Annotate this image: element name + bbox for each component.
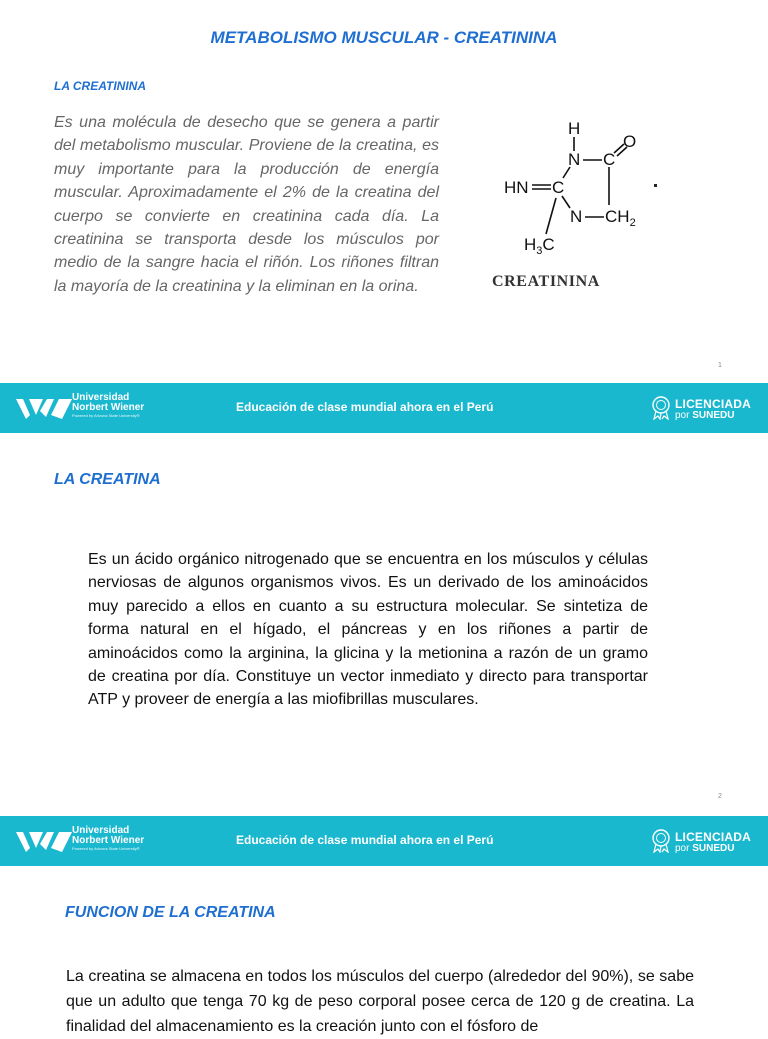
creatinine-structure-image <box>492 110 672 295</box>
license-text: LICENCIADA por SUNEDU <box>675 397 751 421</box>
footer-banner <box>0 383 768 433</box>
license-seal-icon <box>651 829 671 853</box>
atom-c1: C <box>603 150 616 169</box>
atom-hn: HN <box>504 178 529 197</box>
creatinina-description: Es una molécula de desecho que se genera a partir del metabolismo muscular. Proviene de la creatina, es muy importante para la producción de energía muscular. Aproximadamente el 2% de la creatina del cuerpo se convierte en creatinina cada día. La creatinina se transporta desde los músculos por medio de la sangre hacia el riñón. Los riñones filtran la mayoría de la creatinina y la eliminan en la orina. <box>54 114 439 295</box>
page-number: 2 <box>718 793 722 800</box>
university-logo-icon <box>16 828 72 854</box>
atom-h: H <box>568 119 581 138</box>
atom-n1: N <box>568 150 581 169</box>
molecule-caption: CREATININA <box>492 273 600 290</box>
slide-3 <box>0 866 768 1035</box>
slide-2 <box>0 433 768 816</box>
atom-c2: C <box>552 178 565 197</box>
atom-o: O <box>623 132 637 151</box>
atom-h3c: $H_3C$ <box>524 235 555 257</box>
funcion-description: La creatina se almacena en todos los músculos del cuerpo (alrededor del 90%), se sabe que un adulto que tenga 70 kg de peso corporal posee cerca de 120 g de creatina. La finalidad del almacenamiento es la creación junto con el fósforo de <box>66 968 694 1035</box>
university-logo-icon <box>16 395 72 421</box>
university-name: Universidad Norbert Wiener Powered by Arizona State University® <box>72 392 145 418</box>
banner-slogan: Educación de clase mundial ahora en el Perú <box>236 400 494 414</box>
atom-n2: N <box>570 207 583 226</box>
slide-title: FUNCION DE LA CREATINA <box>65 904 276 921</box>
license-text: LICENCIADA por SUNEDU <box>675 830 751 854</box>
stray-dot <box>654 184 657 187</box>
page-number: 1 <box>718 362 722 369</box>
creatina-description: Es un ácido orgánico nitrogenado que se encuentra en los músculos y células nerviosas de algunos organismos vivos. Es un derivado de los aminoácidos muy parecido a ellos en cuanto a su estructura molecular. Se sintetiza de forma natural en el hígado, el páncreas y en los riñones a partir de aminoácidos como la arginina, la glicina y la metionina a razón de un gramo de creatina por día. Constituye un vector inmediato y directo para transportar ATP y proveer de energía a las miofibrillas musculares. <box>88 551 648 709</box>
footer-banner <box>0 816 768 866</box>
section-subtitle: LA CREATININA <box>54 79 146 93</box>
slide-title: LA CREATINA <box>54 471 161 488</box>
slide-1 <box>0 0 768 383</box>
university-name: Universidad Norbert Wiener Powered by Arizona State University® <box>72 825 145 851</box>
atom-ch2: $CH_2$ <box>605 207 636 229</box>
license-seal-icon <box>651 396 671 420</box>
banner-slogan: Educación de clase mundial ahora en el Perú <box>236 833 494 847</box>
slide-title: METABOLISMO MUSCULAR - CREATININA <box>210 28 558 47</box>
